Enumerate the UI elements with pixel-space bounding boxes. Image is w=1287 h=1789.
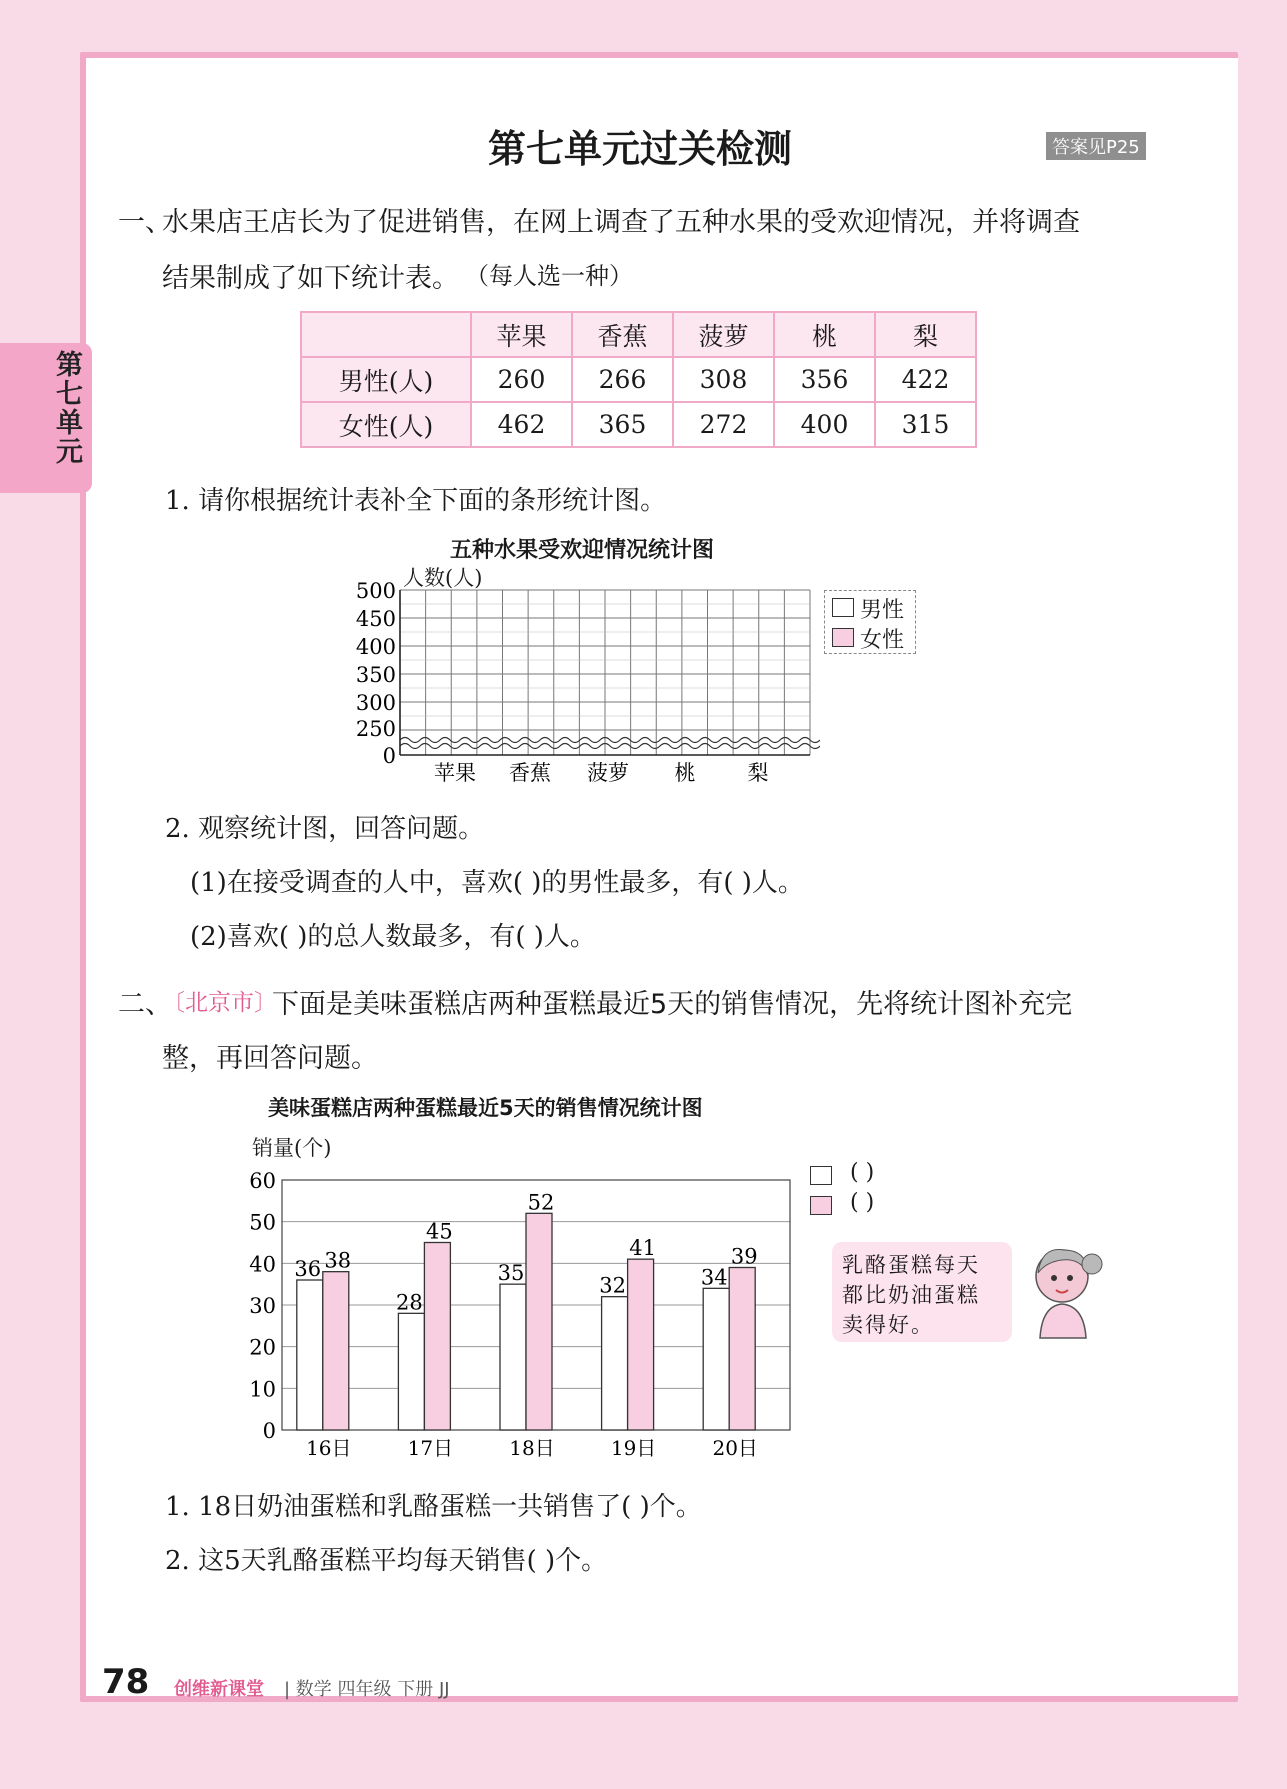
table-row xyxy=(301,357,976,402)
chart2-bar xyxy=(628,1259,654,1430)
q1-sub2-part2: (2)喜欢( )的总人数最多，有( )人。 xyxy=(190,922,596,952)
chart1-y-tick-label: 250 xyxy=(355,717,396,741)
chart1-x-tick-label: 香蕉 xyxy=(509,761,551,785)
chart1-x-tick-label: 菠萝 xyxy=(587,761,629,785)
q1-text-line1: 水果店王店长为了促进销售，在网上调查了五种水果的受欢迎情况，并将调查 xyxy=(162,207,1080,238)
table-cell: 266 xyxy=(572,357,673,402)
chart1-legend-frame xyxy=(824,590,916,654)
chart2-legend-label-2: ( ) xyxy=(850,1190,875,1215)
chart2-legend-label-1: ( ) xyxy=(850,1160,875,1185)
chart2-y-tick-label: 50 xyxy=(249,1210,276,1235)
chart1-x-tick-label: 苹果 xyxy=(434,761,476,785)
table-header-cell: 香蕉 xyxy=(572,312,673,357)
fruit-survey-table xyxy=(300,311,977,448)
speech-bubble: 乳酪蛋糕每天都比奶油蛋糕卖得好。 xyxy=(832,1242,1012,1342)
chart2-bar xyxy=(323,1272,349,1430)
chart2-y-tick-label: 0 xyxy=(262,1419,276,1443)
table-header-cell: 菠萝 xyxy=(673,312,774,357)
chart2-bar-value-label: 38 xyxy=(324,1248,352,1273)
chart1-title: 五种水果受欢迎情况统计图 xyxy=(450,538,715,563)
q2-region-tag: 〔北京市〕 xyxy=(162,990,277,1016)
table-cell: 400 xyxy=(774,402,875,447)
table-header-row xyxy=(301,312,976,357)
chart2-y-tick-label: 10 xyxy=(249,1377,276,1402)
q1-sub2-part1: (1)在接受调查的人中，喜欢( )的男性最多，有( )人。 xyxy=(190,868,804,898)
q2-sub1: 1. 18日奶油蛋糕和乳酪蛋糕一共销售了( )个。 xyxy=(165,1492,702,1522)
q1-number: 一、 xyxy=(118,207,172,238)
chart2-bar xyxy=(398,1313,424,1430)
chart2-bar-value-label: 36 xyxy=(294,1257,322,1281)
chart1-axis-break xyxy=(400,738,820,743)
chart2-bar xyxy=(297,1280,323,1430)
chart2-bar xyxy=(703,1288,729,1430)
chart1-x-tick-label: 桃 xyxy=(674,761,696,785)
chart2-bar xyxy=(602,1297,628,1430)
footer-brand: 创维新课堂 xyxy=(174,1679,264,1700)
q2-number: 二、 xyxy=(118,989,172,1020)
page-number: 78 xyxy=(102,1662,150,1702)
chart1-legend-label-male: 男性 xyxy=(860,598,905,623)
chart2-bar-value-label: 41 xyxy=(629,1236,656,1261)
footer-book-info: | 数学 四年级 下册 JJ xyxy=(284,1679,450,1700)
chart1-y-tick-label: 0 xyxy=(382,744,396,768)
table-cell: 462 xyxy=(471,402,572,447)
table-row-label: 女性(人) xyxy=(301,402,471,447)
q2-text-line1: 下面是美味蛋糕店两种蛋糕最近5天的销售情况，先将统计图补充完 xyxy=(272,989,1073,1020)
chart1-y-tick-label: 300 xyxy=(355,691,396,715)
chart2-ylabel: 销量(个) xyxy=(252,1136,332,1160)
table-cell: 272 xyxy=(673,402,774,447)
chart2-y-tick-label: 20 xyxy=(249,1335,276,1360)
q2-sub2: 2. 这5天乳酪蛋糕平均每天销售( )个。 xyxy=(165,1546,608,1576)
table-cell: 365 xyxy=(572,402,673,447)
girl-illustration xyxy=(1022,1238,1112,1348)
chart2-legend-swatch-2 xyxy=(810,1196,832,1215)
chart2-bar xyxy=(729,1268,755,1431)
chart2-x-tick-label: 20日 xyxy=(712,1436,758,1460)
chart2-bar-value-label: 52 xyxy=(527,1190,555,1215)
table-cell: 308 xyxy=(673,357,774,402)
q2-text-line2: 整，再回答问题。 xyxy=(162,1043,378,1074)
chart2-bar xyxy=(500,1284,526,1430)
table-header-cell: 梨 xyxy=(875,312,976,357)
chart2-bar-value-label: 28 xyxy=(396,1290,423,1315)
chart2-legend-swatch-1 xyxy=(810,1166,832,1185)
table-header-cell: 苹果 xyxy=(471,312,572,357)
chart2-bar-value-label: 39 xyxy=(730,1244,758,1269)
chart1-x-tick-label: 梨 xyxy=(747,761,769,785)
chart2-y-tick-label: 40 xyxy=(249,1252,276,1277)
q1-text-line2: 结果制成了如下统计表。 xyxy=(162,263,459,294)
cake-sales-bar-chart xyxy=(240,1155,800,1470)
chart2-y-tick-label: 30 xyxy=(249,1294,276,1318)
page-title: 第七单元过关检测 xyxy=(487,127,792,171)
chart2-title: 美味蛋糕店两种蛋糕最近5天的销售情况统计图 xyxy=(268,1096,703,1120)
chart1-y-tick-label: 400 xyxy=(355,635,396,659)
chart1-y-tick-label: 450 xyxy=(355,607,396,631)
fruit-bar-chart xyxy=(340,580,820,790)
q1-sub1: 1. 请你根据统计表补全下面的条形统计图。 xyxy=(165,486,667,516)
table-row xyxy=(301,402,976,447)
q1-note: （每人选一种） xyxy=(465,262,633,290)
answer-reference-badge: 答案见P25 xyxy=(1046,132,1146,160)
chart2-bar xyxy=(526,1213,552,1430)
q1-sub2: 2. 观察统计图，回答问题。 xyxy=(165,814,485,844)
chart1-y-tick-label: 500 xyxy=(355,580,396,603)
chart1-legend-label-female: 女性 xyxy=(860,628,905,653)
chart2-bar-value-label: 45 xyxy=(426,1219,453,1244)
chart2-x-tick-label: 16日 xyxy=(306,1436,352,1460)
table-header-cell: 桃 xyxy=(774,312,875,357)
chart1-axis-break xyxy=(400,744,820,749)
table-cell: 315 xyxy=(875,402,976,447)
table-row-label: 男性(人) xyxy=(301,357,471,402)
chart1-ylabel: 人数(人) xyxy=(403,566,483,590)
chart1-y-tick-label: 350 xyxy=(355,663,396,687)
chart2-x-tick-label: 18日 xyxy=(509,1436,555,1460)
unit-side-tab-label: 第七单元 xyxy=(51,350,82,466)
chart2-bar xyxy=(424,1243,450,1431)
chart2-y-tick-label: 60 xyxy=(249,1169,276,1193)
chart2-bar-value-label: 34 xyxy=(700,1265,728,1290)
chart2-x-tick-label: 17日 xyxy=(407,1436,454,1460)
table-header-cell xyxy=(301,312,471,357)
chart2-x-tick-label: 19日 xyxy=(610,1436,657,1460)
table-cell: 260 xyxy=(471,357,572,402)
table-cell: 356 xyxy=(774,357,875,402)
chart2-bar-value-label: 35 xyxy=(497,1261,525,1286)
table-cell: 422 xyxy=(875,357,976,402)
chart2-bar-value-label: 32 xyxy=(599,1273,626,1298)
